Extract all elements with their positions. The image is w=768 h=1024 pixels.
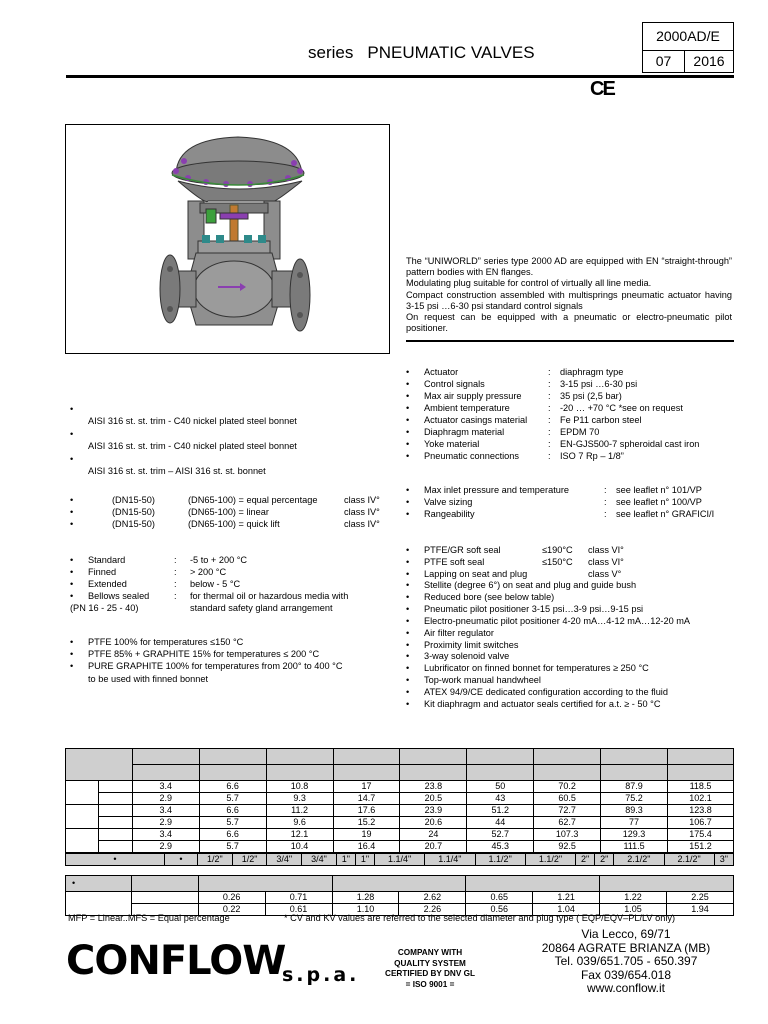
table-row: [66, 805, 734, 817]
cv-cell: 129.3: [601, 829, 668, 841]
cv-cell: 9.3: [266, 793, 333, 805]
cv-cell: 5.7: [199, 817, 266, 829]
bore-cell: 0.22: [198, 904, 265, 916]
trim-item-1: AISI 316 st. st. trim - C40 nickel plated steel bonnet: [88, 416, 297, 426]
trim-bullet-2: •: [70, 429, 74, 439]
cv-cell: 43: [467, 793, 534, 805]
cv-cell: 50: [467, 781, 534, 793]
cv-cell: 6.6: [199, 781, 266, 793]
cv-cell: 20.5: [400, 793, 467, 805]
table-row: [66, 817, 734, 829]
cert-line: CERTIFIED BY DNV GL: [385, 969, 475, 978]
bonnet-name: Standard: [88, 555, 126, 565]
option-item: • Electro-pneumatic pilot positioner 4-20 mA…4-12 mA…12-20 mA: [406, 616, 690, 628]
size-cell: 2": [576, 854, 595, 866]
option-item: • Stellite (degree 6°) on seat and plug and guide bush: [406, 580, 690, 592]
conflow-logo: CONFLOW: [66, 938, 286, 984]
spec-row: • Max air supply pressure : 35 psi (2,5 bar): [406, 391, 622, 401]
cv-cell: 20.6: [400, 817, 467, 829]
cert-line: COMPANY WITH: [397, 948, 463, 957]
bonnet-sep: :: [174, 579, 177, 589]
spec-value: Fe P11 carbon steel: [560, 415, 642, 425]
leaflet-value: see leaflet n° GRAFICI/I: [616, 509, 715, 519]
size-bullet: •: [165, 854, 198, 866]
cv-cell: 175.4: [668, 829, 734, 841]
spec-key: Ambient temperature: [424, 403, 510, 413]
document-code-box: [642, 22, 734, 73]
spec-key: Yoke material: [424, 439, 480, 449]
option-item: • Top-work manual handwheel: [406, 675, 690, 687]
size-cell: 1.1/4": [375, 854, 425, 866]
spec-value: -20 … +70 °C *see on request: [560, 403, 683, 413]
trim-bullet-3: •: [70, 454, 74, 464]
bore-cell: 0.65: [466, 892, 533, 904]
description-rule: [406, 340, 734, 342]
cv-cell: 19: [333, 829, 400, 841]
leaflet-list: [406, 484, 714, 520]
trim-item-2: AISI 316 st. st. trim - C40 nickel plated steel bonnet: [88, 441, 297, 451]
cv-cell: 2.9: [132, 841, 199, 853]
leaflet-key: Valve sizing: [424, 497, 473, 507]
characteristic-dn1: (DN15-50): [112, 507, 155, 517]
cv-cell: 10.8: [266, 781, 333, 793]
cv-cell: 62.7: [534, 817, 601, 829]
trim-item-3: AISI 316 st. st. trim – AISI 316 st. st. bonnet: [88, 466, 266, 476]
lapping-class: class V°: [588, 569, 622, 579]
options-block: [406, 544, 690, 711]
spec-row: • Pneumatic connections : ISO 7 Rp – 1/8”: [406, 451, 624, 461]
size-cell: 1.1/4": [425, 854, 475, 866]
description-p2: Modulating plug suitable for control of virtually all line media.: [406, 278, 652, 289]
characteristics-list: [70, 494, 380, 530]
cv-cell: 14.7: [333, 793, 400, 805]
leaflet-key: Max inlet pressure and temperature: [424, 485, 570, 495]
cv-cell: 123.8: [668, 805, 734, 817]
spec-row: • Yoke material : EN-GJS500-7 spheroidal cast iron: [406, 439, 700, 449]
cv-cell: 20.7: [400, 841, 467, 853]
bonnet-name: Extended: [88, 579, 127, 589]
cv-header-corner: [66, 749, 133, 781]
packing-item: • PTFE 100% for temperatures ≤150 °C: [70, 637, 343, 649]
cv-cell: 3.4: [132, 781, 199, 793]
address-line: 20864 AGRATE BRIANZA (MB): [541, 940, 711, 955]
header-rule: [66, 75, 734, 78]
title-label: PNEUMATIC VALVES: [367, 43, 535, 62]
packing-extra: to be used with finned bonnet: [88, 674, 209, 684]
website-link[interactable]: www.conflow.it: [586, 981, 666, 995]
size-row-table: [65, 853, 734, 866]
bonnet-row: • Standard : -5 to + 200 °C: [70, 555, 248, 565]
bore-header-bullet: •: [66, 876, 132, 892]
option-item: • 3-way solenoid valve: [406, 651, 690, 663]
spec-key: Diaphragm material: [424, 427, 505, 437]
size-cell: 1.1/2": [475, 854, 525, 866]
characteristic-dn1: (DN15-50): [112, 495, 155, 505]
table-row: [66, 892, 734, 904]
spec-row: • Diaphragm material : EPDM 70: [406, 427, 600, 437]
cv-note: * CV and KV values are referred to the selected diameter and plug type ( EQP/EQV–PL/LV only): [284, 913, 676, 923]
option-item: • ATEX 94/9/CE dedicated configuration according to the fluid: [406, 687, 690, 699]
size-cell: 2.1/2": [664, 854, 714, 866]
description-p4: On request can be equipped with a pneumatic or electro-pneumatic pilot positioner.: [406, 312, 732, 334]
bonnet-row: • Extended : below - 5 °C: [70, 579, 241, 589]
spec-value: ISO 7 Rp – 1/8”: [560, 451, 624, 461]
table-row: [66, 841, 734, 853]
characteristic-dn2: (DN65-100) = linear: [188, 507, 269, 517]
option-item: • Pneumatic pilot positioner 3-15 psi…3-9 psi…9-15 psi: [406, 604, 690, 616]
cert-line: QUALITY SYSTEM: [394, 958, 466, 968]
size-cell: 3/4": [267, 854, 302, 866]
bore-cell: 0.56: [466, 904, 533, 916]
cv-cell: 23.9: [400, 805, 467, 817]
leaflet-row: • Rangeability : see leaflet n° GRAFICI/I: [406, 509, 715, 519]
spec-key: Pneumatic connections: [424, 451, 519, 461]
packing-item: • PURE GRAPHITE 100% for temperatures from 200° to 400 °C: [70, 661, 343, 673]
table-row: [66, 854, 734, 866]
cv-cell: 151.2: [668, 841, 734, 853]
bonnet-row: • Bellows sealed : for thermal oil or hazardous media with: [70, 591, 349, 601]
cv-cell: 16.4: [333, 841, 400, 853]
cv-cell: 44: [467, 817, 534, 829]
bonnet-sep: :: [174, 591, 177, 601]
table-row: [66, 829, 734, 841]
description-block: [406, 256, 732, 334]
option-item: • Kit diaphragm and actuator seals certified for a.t. ≥ - 50 °C: [406, 699, 690, 711]
characteristic-class: class IV°: [344, 507, 380, 517]
trim-bullet-1: •: [70, 404, 74, 414]
spec-value: EN-GJS500-7 spheroidal cast iron: [560, 439, 700, 449]
bonnet-row: • Finned : > 200 °C: [70, 567, 227, 577]
cv-cell: 17: [333, 781, 400, 793]
bore-cell: 1.28: [332, 892, 399, 904]
spec-row: • Actuator casings material : Fe P11 carbon steel: [406, 415, 642, 425]
cv-cell: 70.2: [534, 781, 601, 793]
bore-cell: 1.04: [533, 904, 600, 916]
seal-temp: ≤190°C: [542, 545, 573, 555]
cv-cell: 111.5: [601, 841, 668, 853]
seal-name: PTFE soft seal: [424, 557, 485, 567]
table-row: [66, 793, 734, 805]
spec-value: 3-15 psi …6-30 psi: [560, 379, 638, 389]
soft-seal-row: • PTFE/GR soft seal ≤190°C class VI°: [406, 545, 624, 555]
address-line: Via Lecco, 69/71: [581, 927, 671, 941]
spec-key: Actuator casings material: [424, 415, 528, 425]
company-address: [510, 928, 742, 996]
bonnet-sep: :: [174, 567, 177, 577]
size-cell: 1": [355, 854, 374, 866]
spec-value: diaphragm type: [560, 367, 624, 377]
option-item: • Lubrificator on finned bonnet for temperatures ≥ 250 °C: [406, 663, 690, 675]
doc-month: 07: [643, 51, 685, 72]
size-cell: 1/2": [198, 854, 233, 866]
bore-cell: 1.10: [332, 904, 399, 916]
certification-badge: [362, 948, 498, 990]
spec-key: Max air supply pressure: [424, 391, 522, 401]
bonnet-row-extra: [70, 602, 348, 614]
cv-cell: 15.2: [333, 817, 400, 829]
cv-cell: 12.1: [266, 829, 333, 841]
bellows-note: standard safety gland arrangement: [190, 603, 333, 613]
actuator-spec-list: [406, 366, 699, 462]
characteristic-dn2: (DN65-100) = equal percentage: [188, 495, 318, 505]
bonnet-name: Finned: [88, 567, 117, 577]
spec-row: • Control signals : 3-15 psi …6-30 psi: [406, 379, 638, 389]
cv-cell: 6.6: [199, 829, 266, 841]
cv-cell: 5.7: [199, 841, 266, 853]
lapping-name: Lapping on seat and plug: [424, 569, 528, 579]
characteristic-row: • (DN15-50) (DN65-100) = linear class IV°: [70, 507, 380, 517]
characteristic-dn1: (DN15-50): [112, 519, 155, 529]
phone-line: Tel. 039/651.705 - 650.397: [554, 954, 698, 968]
cv-cell: 77: [601, 817, 668, 829]
size-cell: 2.1/2": [614, 854, 664, 866]
cv-cell: 3.4: [132, 829, 199, 841]
bore-cell: 2.62: [399, 892, 466, 904]
cv-cell: 45.3: [467, 841, 534, 853]
bonnet-name: Bellows sealed: [88, 591, 150, 601]
spa-label: s.p.a.: [282, 964, 360, 986]
bonnet-value: -5 to + 200 °C: [190, 555, 248, 565]
soft-seal-row: • PTFE soft seal ≤150°C class VI°: [406, 557, 624, 567]
bore-cell: 2.26: [399, 904, 466, 916]
seal-name: PTFE/GR soft seal: [424, 545, 501, 555]
bore-cell: 0.71: [265, 892, 332, 904]
cv-table: [65, 748, 734, 853]
size-bullet: •: [66, 854, 165, 866]
bore-cell: 1.22: [600, 892, 667, 904]
characteristic-row: • (DN15-50) (DN65-100) = equal percentage class IV°: [70, 495, 380, 505]
description-p1: The “UNIWORLD” series type 2000 AD are equipped with EN “straight-through” pattern bodies with EN flanges.: [406, 256, 732, 278]
spec-row: • Ambient temperature : -20 … +70 °C *see on request: [406, 403, 683, 413]
cv-cell: 87.9: [601, 781, 668, 793]
bonnet-value: for thermal oil or hazardous media with: [190, 591, 349, 601]
packing-list: [70, 637, 343, 673]
cv-cell: 106.7: [668, 817, 734, 829]
packing-item: • PTFE 85% + GRAPHITE 15% for temperatures ≤ 200 °C: [70, 649, 343, 661]
cv-cell: 52.7: [467, 829, 534, 841]
size-cell: 1": [336, 854, 355, 866]
spec-value: EPDM 70: [560, 427, 600, 437]
leaflet-row: • Max inlet pressure and temperature : see leaflet n° 101/VP: [406, 485, 702, 495]
valve-image: [65, 124, 390, 354]
reduced-bore-table: [65, 875, 734, 916]
spec-row: • Actuator : diaphragm type: [406, 367, 624, 377]
cv-cell: 75.2: [601, 793, 668, 805]
cv-cell: 23.8: [400, 781, 467, 793]
fax-line: Fax 039/654.018: [580, 967, 672, 982]
trim-list: [70, 403, 297, 477]
cv-cell: 9.6: [266, 817, 333, 829]
size-cell: 3/4": [302, 854, 337, 866]
cv-cell: 5.7: [199, 793, 266, 805]
bore-cell: 1.21: [533, 892, 600, 904]
option-list: [406, 580, 690, 711]
cv-cell: 6.6: [199, 805, 266, 817]
bore-cell: 0.26: [198, 892, 265, 904]
bonnet-sep: :: [174, 555, 177, 565]
cv-cell: 102.1: [668, 793, 734, 805]
option-item: • Proximity limit switches: [406, 640, 690, 652]
bonnet-value: below - 5 °C: [190, 579, 241, 589]
option-item: • Reduced bore (see below table): [406, 592, 690, 604]
characteristic-row: • (DN15-50) (DN65-100) = quick lift class IV°: [70, 519, 380, 529]
cv-cell: 60.5: [534, 793, 601, 805]
lapping-row: • Lapping on seat and plug class V°: [406, 569, 622, 579]
cv-cell: 92.5: [534, 841, 601, 853]
cv-cell: 2.9: [132, 793, 199, 805]
cv-cell: 89.3: [601, 805, 668, 817]
option-item: • Air filter regulator: [406, 628, 690, 640]
leaflet-key: Rangeability: [424, 509, 475, 519]
size-cell: 2": [595, 854, 614, 866]
leaflet-value: see leaflet n° 101/VP: [616, 485, 702, 495]
seal-class: class VI°: [588, 557, 624, 567]
characteristic-class: class IV°: [344, 519, 380, 529]
table-row: [66, 781, 734, 793]
cert-line: = ISO 9001 =: [405, 979, 455, 989]
bore-cell: 0.61: [265, 904, 332, 916]
cv-cell: 107.3: [534, 829, 601, 841]
doc-code: 2000AD/E: [643, 23, 733, 51]
bellows-pn: (PN 16 - 25 - 40): [70, 603, 139, 613]
bore-cell: 1.94: [666, 904, 733, 916]
ce-mark: CE: [590, 78, 614, 100]
cv-cell: 11.2: [266, 805, 333, 817]
spec-key: Actuator: [424, 367, 459, 377]
size-cell: 1.1/2": [525, 854, 575, 866]
cv-cell: 2.9: [132, 817, 199, 829]
spec-value: 35 psi (2,5 bar): [560, 391, 622, 401]
page-title: [308, 43, 535, 63]
series-label: series: [308, 43, 354, 62]
bore-cell: 1.05: [600, 904, 667, 916]
doc-year: 2016: [693, 53, 725, 69]
cv-cell: 10.4: [266, 841, 333, 853]
bonnet-list: [70, 554, 348, 614]
cv-cell: 118.5: [668, 781, 734, 793]
spec-key: Control signals: [424, 379, 485, 389]
leaflet-value: see leaflet n° 100/VP: [616, 497, 702, 507]
size-cell: 3": [714, 854, 733, 866]
characteristic-class: class IV°: [344, 495, 380, 505]
leaflet-row: • Valve sizing : see leaflet n° 100/VP: [406, 497, 702, 507]
cv-cell: 72.7: [534, 805, 601, 817]
cv-cell: 3.4: [132, 805, 199, 817]
bore-cell: 2.25: [666, 892, 733, 904]
cv-cell: 24: [400, 829, 467, 841]
seal-temp: ≤150°C: [542, 557, 573, 567]
size-cell: 1/2": [232, 854, 267, 866]
legend-note: MFP = Linear..MFS = Equal percentage: [68, 913, 230, 923]
description-p3: Compact construction assembled with multisprings pneumatic actuator having 3-15 psi …6-30 psi standard control signals: [406, 289, 732, 311]
cv-cell: 51.2: [467, 805, 534, 817]
cv-cell: 17.6: [333, 805, 400, 817]
characteristic-dn2: (DN65-100) = quick lift: [188, 519, 280, 529]
bonnet-value: > 200 °C: [190, 567, 227, 577]
seal-class: class VI°: [588, 545, 624, 555]
